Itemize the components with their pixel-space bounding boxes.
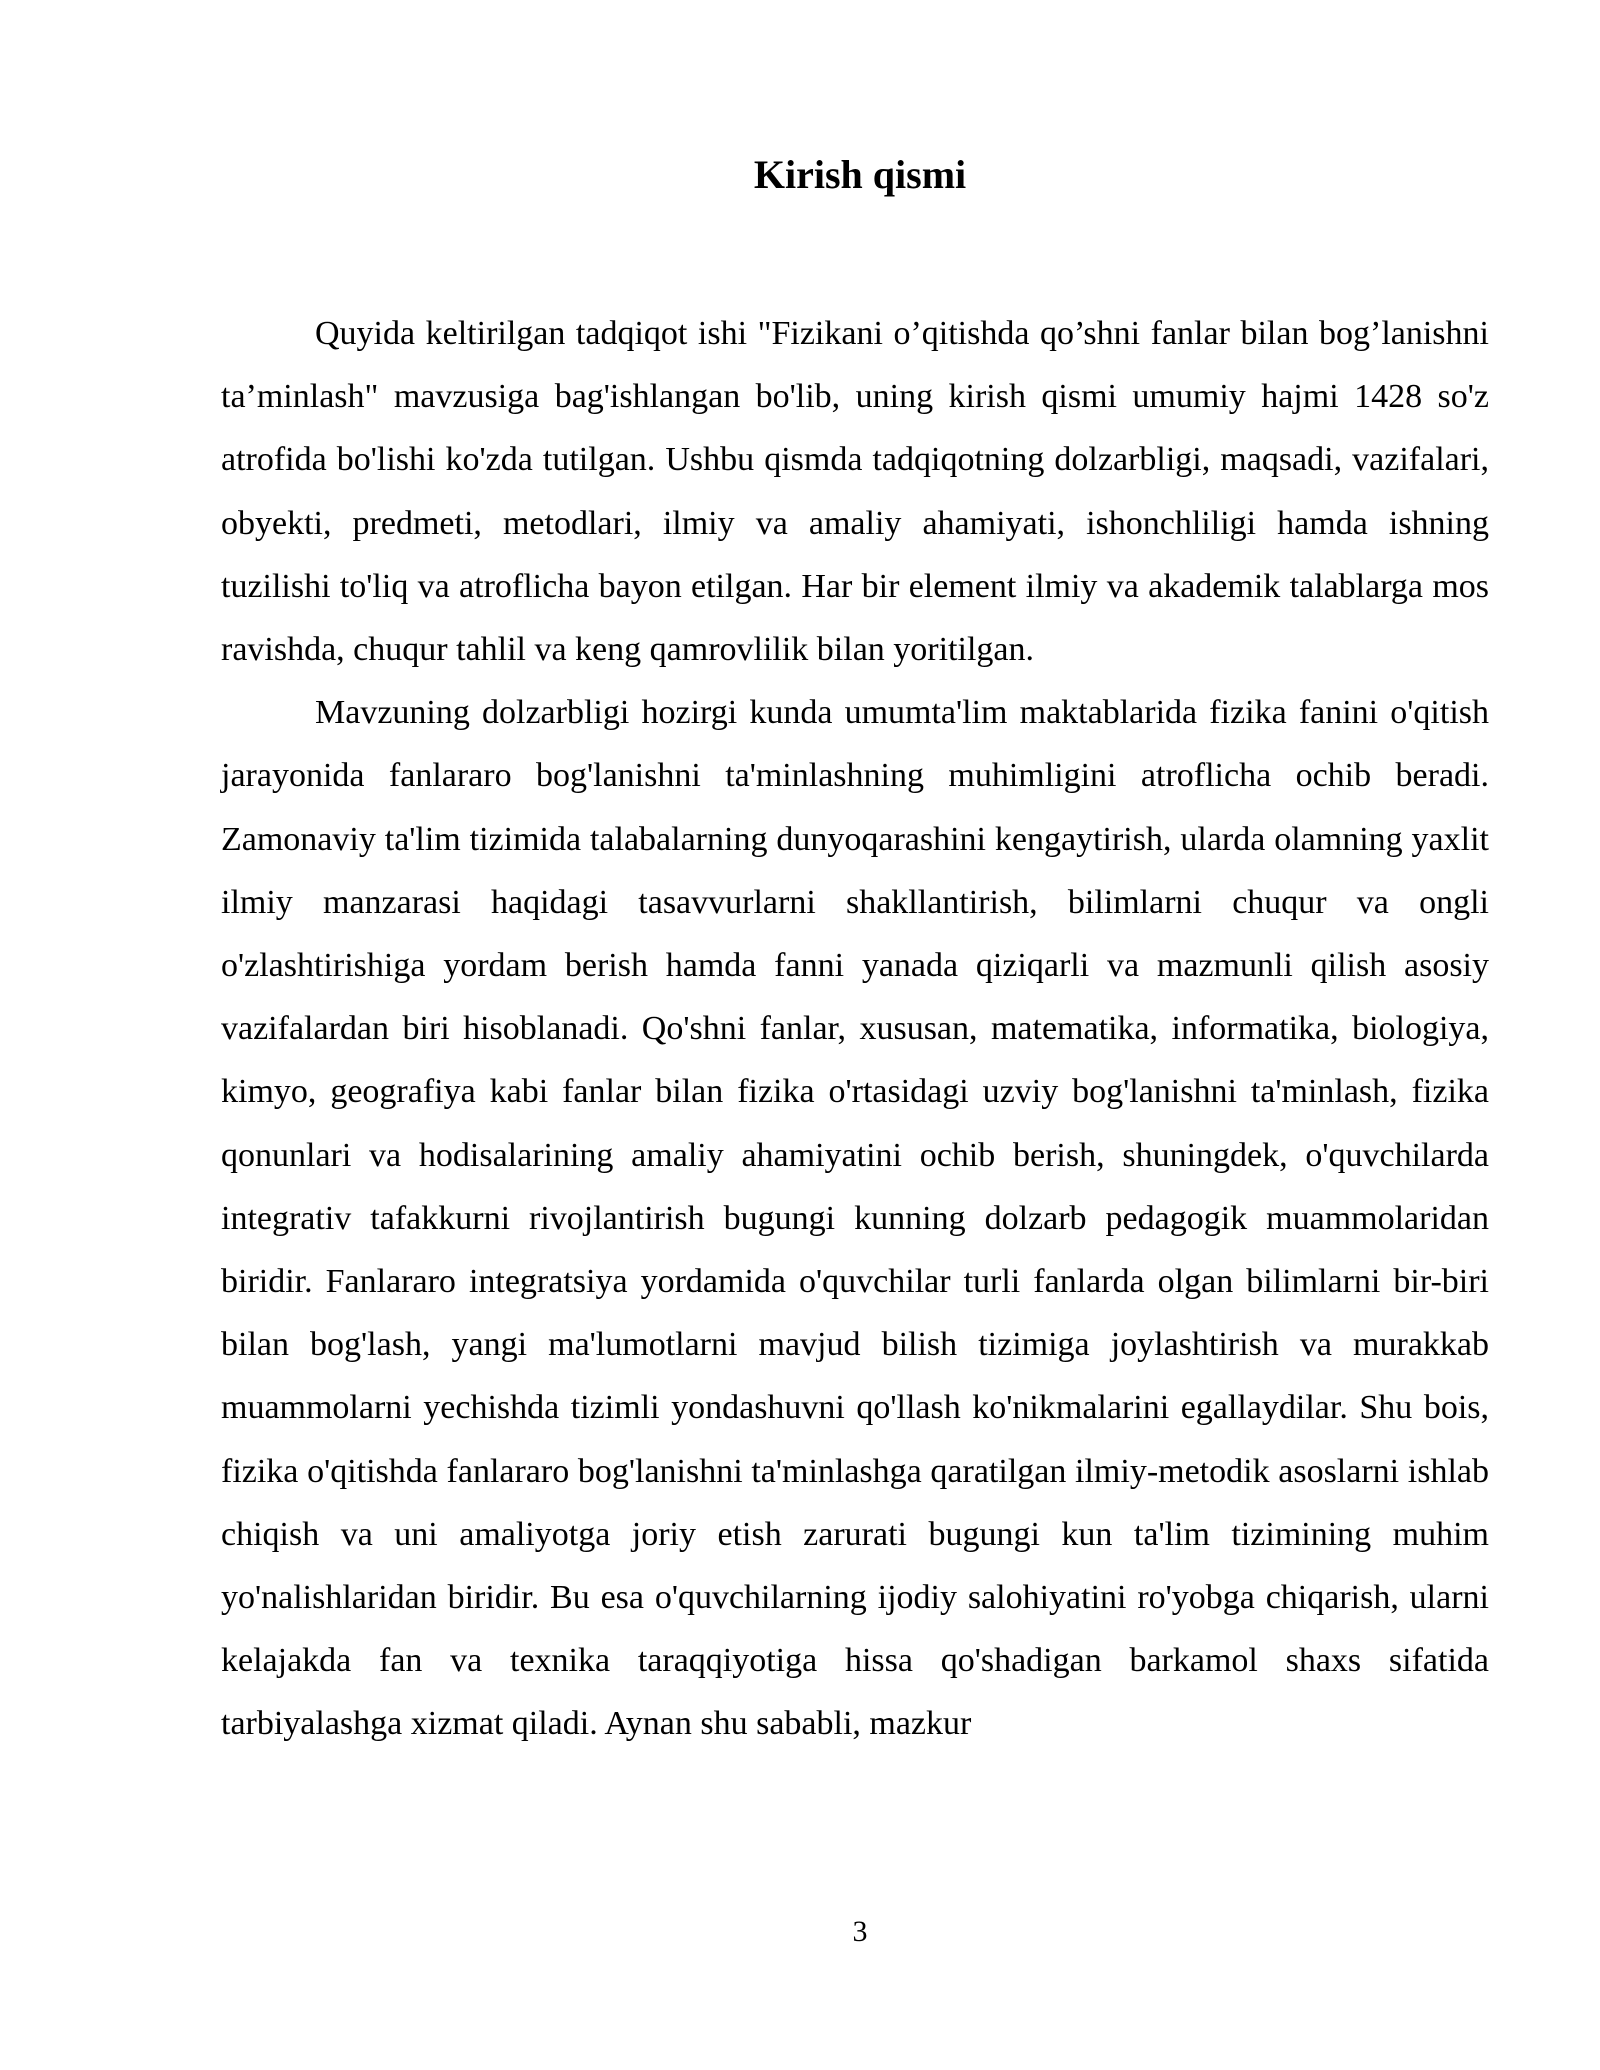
- body-text: [221, 302, 1489, 1756]
- intro-paragraph: Quyida keltirilgan tadqiqot ishi "Fizikani o’qitishda qo’shni fanlar bilan bog’lanishni ta’minlash" mavzusiga bag'ishlangan bo'lib, uning kirish qismi umumiy hajmi 1428 so'z atrofida bo'lishi ko'zda tutilgan. Ushbu qismda tadqiqotning dolzarbligi, maqsadi, vazifalari, obyekti, predmeti, metodlari, ilmiy va amaliy ahamiyati, ishonchliligi hamda ishning tuzilishi to'liq va atroflicha bayon etilgan. Har bir element ilmiy va akademik talablarga mos ravishda, chuqur tahlil va keng qamrovlilik bilan yoritilgan.: [221, 315, 1489, 669]
- section-title: Kirish qismi: [753, 152, 967, 197]
- relevance-paragraph: Mavzuning dolzarbligi hozirgi kunda umumta'lim maktablarida fizika fanini o'qitish jarayonida fanlararo bog'lanishni ta'minlashning muhimligini atroflicha ochib beradi. Zamonaviy ta'lim tizimida talabalarning dunyoqarashini kengaytirish, ularda olamning yaxlit ilmiy manzarasi haqidagi tasavvurlarni shakllantirish, bilimlarni chuqur va ongli o'zlashtirishiga yordam berish hamda fanni yanada qiziqarli va mazmunli qilish asosiy vazifalardan biri hisoblanadi. Qo'shni fanlar, xususan, matematika, informatika, biologiya, kimyo, geografiya kabi fanlar bilan fizika o'rtasidagi uzviy bog'lanishni ta'minlash, fizika qonunlari va hodisalarining amaliy ahamiyatini ochib berish, shuningdek, o'quvchilarda integrativ tafakkurni rivojlantirish bugungi kunning dolzarb pedagogik muammolaridan biridir. Fanlararo integratsiya yordamida o'quvchilar turli fanlarda olgan bilimlarni bir-biri bilan bog'lash, yangi ma'lumotlarni mavjud bilish tizimiga joylashtirish va murakkab muammolarni yechishda tizimli yondashuvni qo'llash ko'nikmalarini egallaydilar. Shu bois, fizika o'qitishda fanlararo bog'lanishni ta'minlashga qaratilgan ilmiy-metodik asoslarni ishlab chiqish va uni amaliyotga joriy etish zarurati bugungi kun ta'lim tizimining muhim yo'nalishlaridan biridir. Bu esa o'quvchilarning ijodiy salohiyatini ro'yobga chiqarish, ularni kelajakda fan va texnika taraqqiyotiga hissa qo'shadigan barkamol shaxs sifatida tarbiyalashga xizmat qiladi. Aynan shu sababli, mazkur: [221, 694, 1489, 1743]
- page-number: 3: [852, 1915, 868, 1948]
